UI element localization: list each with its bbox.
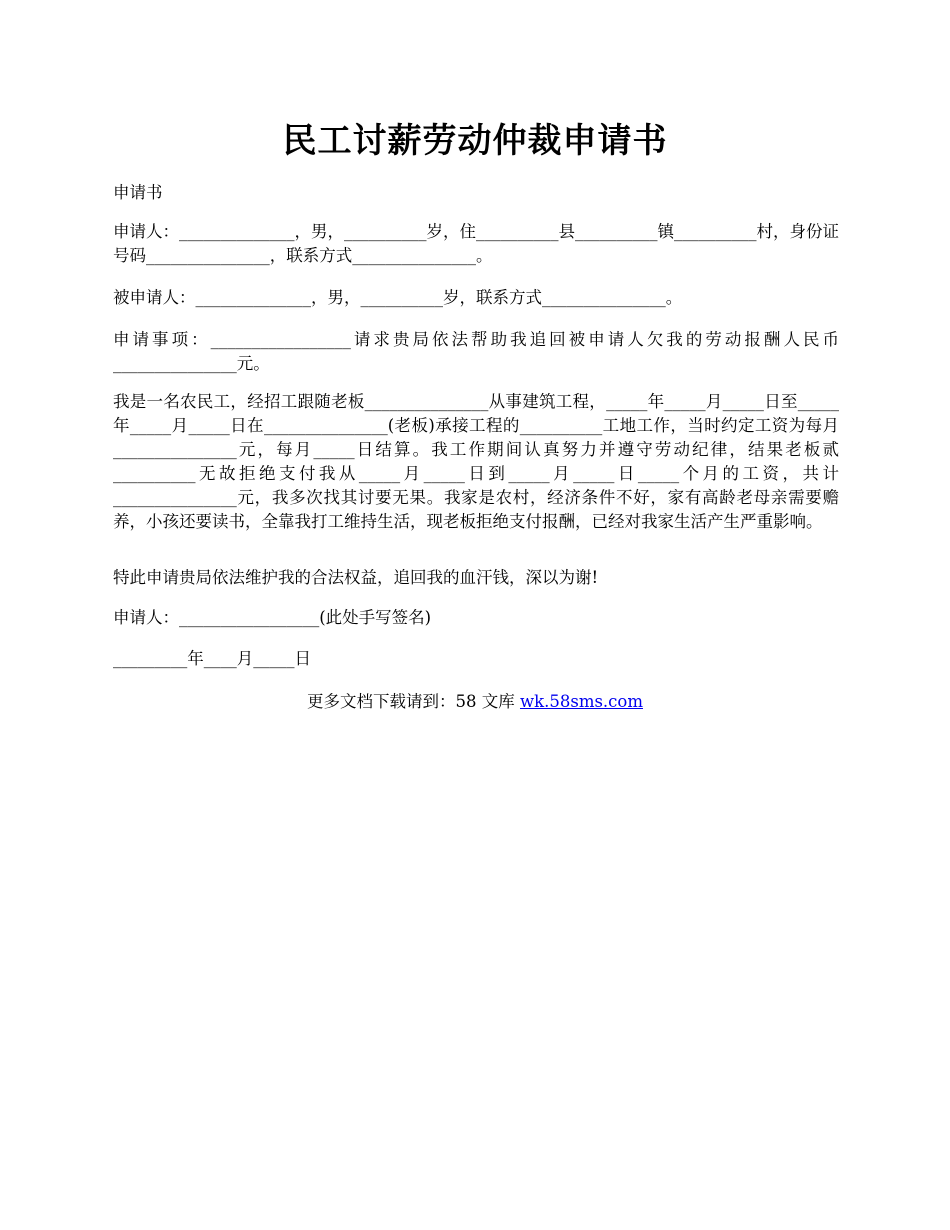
applicant-line: 申请人：______________，男，__________岁，住__________县__________镇__________村，身份证号码_______________，联系方式_______________。 bbox=[113, 222, 839, 265]
date-line: _________年____月_____日 bbox=[113, 649, 311, 668]
facts-paragraph bbox=[113, 390, 839, 534]
signature-line: 申请人：_________________(此处手写签名) bbox=[113, 608, 432, 627]
footer-link[interactable]: wk.58sms.com bbox=[519, 692, 643, 711]
document-title: 民工讨薪劳动仲裁申请书 bbox=[282, 121, 668, 161]
subheading bbox=[113, 181, 839, 205]
request-paragraph bbox=[113, 328, 839, 376]
signature-paragraph bbox=[113, 606, 839, 630]
footer bbox=[0, 688, 950, 712]
request-line: 申请事项：_________________请求贵局依法帮助我追回被申请人欠我的劳动报酬人民币_______________元。 bbox=[113, 330, 839, 373]
subheading-text: 申请书 bbox=[113, 183, 163, 202]
applicant-paragraph bbox=[113, 220, 839, 268]
date-paragraph bbox=[113, 647, 839, 671]
facts-text: 我是一名农民工，经招工跟随老板_______________从事建筑工程，_____年_____月_____日至_____年_____月_____日在_______________(老板)承接工程的__________工地工作，当时约定工资为每月_______________元，每月_____日结算。我工作期间认真努力并遵守劳动纪律，结果老板贰__________无故拒绝支付我从_____月_____日到_____月_____日_____个月的工资，共计_______________元，我多次找其讨要无果。我家是农村，经济条件不好，家有高龄老母亲需要赡养，小孩还要读书，全靠我打工维持生活，现老板拒绝支付报酬，已经对我家生活产生严重影响。 bbox=[113, 392, 839, 531]
footer-text: 更多文档下载请到：58 文库 bbox=[306, 692, 520, 711]
closing-text: 特此申请贵局依法维护我的合法权益，追回我的血汗钱，深以为谢! bbox=[113, 568, 599, 587]
closing-paragraph bbox=[113, 566, 839, 590]
respondent-paragraph bbox=[113, 286, 839, 310]
respondent-line: 被申请人：______________，男，__________岁，联系方式_______________。 bbox=[113, 288, 683, 307]
